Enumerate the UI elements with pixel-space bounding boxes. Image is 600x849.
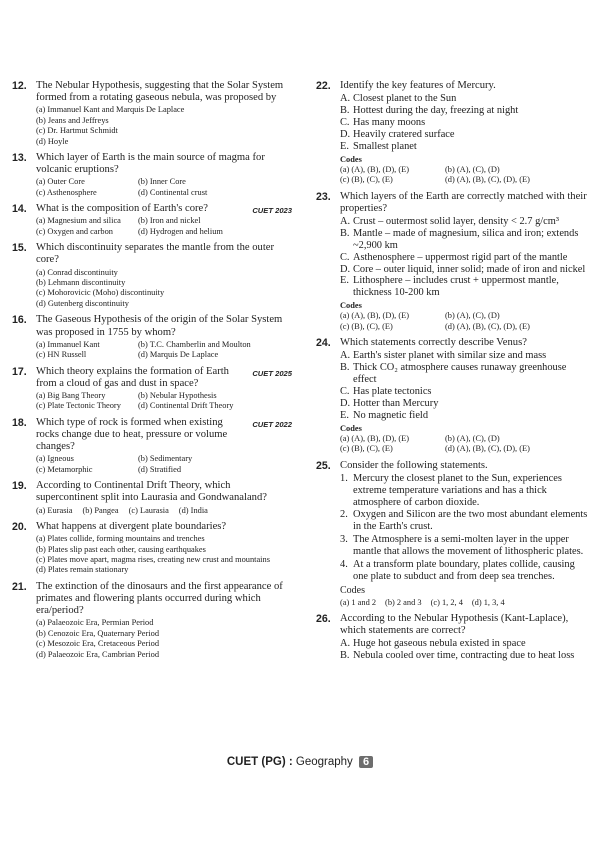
statement-text: Smallest planet: [353, 140, 417, 152]
question-text: The Nebular Hypothesis, suggesting that the Solar System formed from a rotating gaseous nebula, was proposed by: [36, 80, 284, 104]
options: [12, 506, 292, 516]
code-option: (b) (A), (C), (D): [445, 164, 500, 174]
question-23: [316, 191, 588, 333]
statement: [340, 228, 588, 252]
option: (b) Jeans and Jeffreys: [36, 115, 109, 125]
question-18: [12, 417, 292, 475]
option: (a) Conrad discontinuity: [36, 267, 118, 277]
statements: [316, 638, 588, 662]
statement: [340, 216, 588, 228]
option: (c) Dr. Hartmut Schmidt: [36, 126, 118, 136]
option: (a) Magnesium and silica: [36, 216, 121, 226]
option: (b) T.C. Chamberlin and Moulton: [138, 339, 251, 349]
statement: [340, 275, 588, 299]
statement-text: At a transform plate boundary, plates collide, causing one plate to subduct and from deep sea trenches.: [353, 559, 575, 583]
question-stem: [12, 366, 292, 390]
question-stem: [316, 460, 588, 472]
statement-text: No magnetic field: [353, 409, 429, 421]
statement: [340, 650, 588, 662]
options: [12, 105, 292, 147]
statement: [340, 141, 588, 153]
question-text: According to Continental Drift Theory, which supercontinent split into Laurasia and Gondwanaland?: [36, 480, 267, 504]
statement-text: Hotter than Mercury: [353, 397, 439, 409]
options: [12, 534, 292, 576]
option: (a) Plates collide, forming mountains and trenches: [36, 534, 205, 544]
question-26: [316, 613, 588, 662]
question-stem: [12, 581, 292, 618]
option: (c) Laurasia: [128, 505, 169, 515]
question-15: [12, 242, 292, 309]
option: (b) Iron and nickel: [138, 216, 201, 226]
code-options: [316, 597, 588, 608]
codes-heading: Codes: [340, 584, 365, 596]
statement-label: A.: [340, 638, 351, 650]
option: (d) Plates remain stationary: [36, 565, 129, 575]
statement-label: D.: [340, 397, 351, 409]
question-14: [12, 203, 292, 237]
statement: [340, 386, 588, 398]
statement: [340, 129, 588, 141]
option: (b) Pangea: [82, 505, 119, 515]
statement-text: Huge hot gaseous nebula existed in space: [353, 638, 526, 650]
statement: [340, 105, 588, 117]
statement-label: D.: [340, 128, 351, 140]
statement: [340, 264, 588, 276]
statements: [316, 350, 588, 421]
option: (c) Oxygen and carbon: [36, 226, 113, 236]
question-stem: [316, 613, 588, 637]
statement-label: B.: [340, 105, 350, 117]
option: (b) Plates slip past each other, causing earthquakes: [36, 544, 206, 554]
exam-tag: CUET 2025: [252, 368, 292, 378]
numbered-statement: [340, 559, 588, 583]
question-text: Consider the following statements.: [340, 459, 488, 471]
option: (c) Metamorphic: [36, 464, 93, 474]
statement-text: The Atmosphere is a semi-molten layer in the upper mantle that allows the movement of lithospheric plates.: [353, 534, 584, 558]
question-19: [12, 480, 292, 516]
code-option: (a) (A), (B), (D), (E): [340, 311, 410, 321]
statement: [340, 362, 588, 386]
statement-label: C.: [340, 386, 350, 398]
question-16: [12, 314, 292, 360]
options: [12, 618, 292, 660]
question-stem: [12, 203, 292, 215]
statement-label: A.: [340, 350, 351, 362]
statement: [340, 252, 588, 264]
codes-heading: Codes: [340, 301, 362, 311]
question-number: 22.: [316, 80, 331, 92]
option: (d) Continental Drift Theory: [138, 401, 234, 411]
question-text: Which statements correctly describe Venus?: [340, 337, 527, 349]
footer-exam: CUET (PG) :: [226, 756, 293, 768]
code-option: (d) (A), (B), (C), (D), (E): [445, 321, 530, 331]
question-text: Which theory explains the formation of Earth from a cloud of gas and dust in space?: [36, 365, 229, 389]
statement-label: E.: [340, 275, 349, 287]
question-17: [12, 366, 292, 412]
question-text: What happens at divergent plate boundaries?: [36, 520, 227, 532]
statement-label: D.: [340, 263, 351, 275]
statement-text: Thick CO₂ atmosphere causes runaway greenhouse effect: [353, 362, 567, 386]
question-text: Which layer of Earth is the main source of magma for volcanic eruptions?: [36, 152, 265, 176]
code-option: (a) (A), (B), (D), (E): [340, 433, 410, 443]
question-text: The extinction of the dinosaurs and the first appearance of primates and flowering plants occurred during which era/period?: [36, 580, 283, 617]
statements: [316, 93, 588, 153]
question-number: 25.: [316, 459, 331, 472]
code-option: (a) 1 and 2: [340, 597, 377, 607]
statement-label: A.: [340, 215, 351, 227]
statement-text: Crust – outermost solid layer, density < 2.7 g/cm³: [353, 215, 559, 227]
option: (c) HN Russell: [36, 350, 87, 360]
option: (d) Continental crust: [138, 187, 208, 197]
question-number: 17.: [12, 365, 27, 378]
question-number: 13.: [12, 152, 27, 165]
statement-label: E.: [340, 409, 349, 421]
question-stem: [12, 242, 292, 266]
option: (a) Igneous: [36, 454, 74, 464]
statement-label: C.: [340, 251, 350, 263]
statement-label: A.: [340, 93, 351, 105]
option: (b) Sedimentary: [138, 454, 193, 464]
option: (b) Nebular Hypothesis: [138, 390, 217, 400]
question-stem: [12, 80, 292, 104]
option: (b) Lehmann discontinuity: [36, 278, 126, 288]
option: (a) Outer Core: [36, 177, 85, 187]
statement: [340, 117, 588, 129]
question-number: 16.: [12, 314, 27, 327]
option: (a) Palaeozoic Era, Permian Period: [36, 618, 154, 628]
options: [12, 340, 292, 361]
code-options: [316, 311, 588, 332]
question-text: Identify the key features of Mercury.: [340, 80, 496, 91]
statement-number: 3.: [340, 534, 348, 546]
options: [12, 268, 292, 310]
question-stem: [316, 191, 588, 215]
option: (d) Gutenberg discontinuity: [36, 298, 129, 308]
exam-tag: CUET 2022: [252, 419, 292, 429]
question-25: [316, 460, 588, 608]
statement: [340, 350, 588, 362]
option: (a) Eurasia: [36, 505, 73, 515]
option: (a) Big Bang Theory: [36, 390, 106, 400]
code-option: (c) 1, 2, 4: [430, 597, 463, 607]
statement-text: Asthenosphere – uppermost rigid part of the mantle: [353, 251, 568, 263]
question-number: 26.: [316, 612, 331, 625]
question-text: According to the Nebular Hypothesis (Kant-Laplace), which statements are correct?: [340, 612, 569, 637]
option: (d) Hydrogen and helium: [138, 226, 223, 236]
code-option: (a) (A), (B), (D), (E): [340, 164, 410, 174]
question-20: [12, 521, 292, 576]
numbered-statement: [340, 473, 588, 509]
numbered-statement: [340, 509, 588, 533]
right-column: [316, 80, 588, 667]
code-option: (b) (A), (C), (D): [445, 311, 500, 321]
question-number: 23.: [316, 190, 331, 203]
statement: [340, 93, 588, 105]
statement-text: Core – outer liquid, inner solid; made of iron and nickel: [353, 263, 586, 275]
statement-text: Lithosphere – includes crust + uppermost mantle, thickness 10-200 km: [353, 275, 559, 299]
statement-text: Mantle – made of magnesium, silica and iron; extends ~2,900 km: [353, 227, 579, 251]
statement-number: 2.: [340, 509, 348, 521]
statements: [316, 216, 588, 299]
option: (d) India: [178, 505, 208, 515]
statement: [340, 410, 588, 422]
option: (c) Plates move apart, magma rises, creating new crust and mountains: [36, 554, 270, 564]
code-option: (c) (B), (C), (E): [340, 321, 393, 331]
options: [12, 177, 292, 198]
option: (c) Mohorovicic (Moho) discontinuity: [36, 288, 165, 298]
question-stem: [12, 521, 292, 533]
question-stem: [12, 314, 292, 338]
option: (b) Cenozoic Era, Quaternary Period: [36, 628, 160, 638]
question-number: 24.: [316, 337, 331, 350]
question-stem: [316, 337, 588, 349]
question-12: [12, 80, 292, 147]
options: [12, 454, 292, 475]
statement: [340, 398, 588, 410]
statement-text: Earth's sister planet with similar size and mass: [353, 350, 547, 362]
question-number: 21.: [12, 580, 27, 593]
statement-label: E.: [340, 140, 349, 152]
question-text: Which layers of the Earth are correctly matched with their properties?: [340, 190, 587, 214]
question-24: [316, 337, 588, 454]
question-text: The Gaseous Hypothesis of the origin of the Solar System was proposed in 1755 by whom?: [36, 314, 283, 338]
question-13: [12, 152, 292, 198]
question-number: 18.: [12, 416, 27, 429]
option: (c) Mesozoic Era, Cretaceous Period: [36, 639, 160, 649]
question-text: What is the composition of Earth's core?: [36, 203, 208, 215]
question-21: [12, 581, 292, 660]
options: [12, 391, 292, 412]
numbered-statement: [340, 534, 588, 558]
statement-text: Hottest during the day, freezing at night: [353, 105, 519, 117]
code-options: [316, 434, 588, 455]
statement-text: Has many moons: [353, 117, 426, 129]
code-option: (b) 2 and 3: [385, 597, 422, 607]
code-option: (b) (A), (C), (D): [445, 433, 500, 443]
statement-label: B.: [340, 362, 350, 374]
code-option: (c) (B), (C), (E): [340, 175, 393, 185]
question-text: Which discontinuity separates the mantle from the outer core?: [36, 242, 274, 266]
code-option: (d) (A), (B), (C), (D), (E): [445, 175, 530, 185]
option: (a) Immanuel Kant and Marquis De Laplace: [36, 105, 185, 115]
question-number: 14.: [12, 203, 27, 216]
option: (c) Plate Tectonic Theory: [36, 401, 121, 411]
statement: [340, 638, 588, 650]
question-number: 19.: [12, 480, 27, 493]
statement-text: Nebula cooled over time, contracting due to heat loss: [353, 650, 575, 662]
code-option: (d) (A), (B), (C), (D), (E): [445, 444, 530, 454]
option: (d) Stratified: [138, 464, 182, 474]
option: (a) Immanuel Kant: [36, 339, 100, 349]
question-stem: [12, 480, 292, 504]
option: (b) Inner Core: [138, 177, 186, 187]
page-footer: [0, 756, 600, 768]
option: (d) Hoyle: [36, 136, 69, 146]
statement-label: B.: [340, 227, 350, 239]
statement-text: Closest planet to the Sun: [353, 93, 457, 105]
options: [12, 216, 246, 237]
page-number: 6: [359, 756, 373, 768]
left-column: [12, 80, 292, 665]
statement-label: C.: [340, 117, 350, 129]
question-stem: [12, 152, 292, 176]
option: (d) Palaeozoic Era, Cambrian Period: [36, 649, 160, 659]
codes-heading: Codes: [340, 423, 362, 433]
code-option: (c) (B), (C), (E): [340, 444, 393, 454]
statement-text: Oxygen and Silicon are the two most abundant elements in the Earth's crust.: [353, 509, 588, 533]
question-stem: [316, 80, 588, 92]
question-number: 20.: [12, 520, 27, 533]
statement-number: 1.: [340, 472, 348, 484]
question-number: 12.: [12, 80, 27, 92]
footer-subject: Geography: [295, 756, 353, 768]
code-options: [316, 165, 588, 186]
numbered-statements: [316, 473, 588, 583]
option: (c) Asthenosphere: [36, 187, 97, 197]
codes-heading: Codes: [340, 154, 362, 164]
question-stem: [12, 417, 292, 454]
question-text: Which type of rock is formed when existing rocks change due to heat, pressure or volume changes?: [36, 416, 228, 453]
option: (d) Marquis De Laplace: [138, 350, 219, 360]
exam-tag: CUET 2023: [252, 206, 292, 216]
question-22: [316, 80, 588, 186]
statement-text: Heavily cratered surface: [353, 128, 455, 140]
statement-text: Mercury the closest planet to the Sun, experiences extreme temperature variations and has a thick atmosphere of carbon dioxide.: [353, 472, 562, 508]
question-number: 15.: [12, 242, 27, 255]
code-option: (d) 1, 3, 4: [471, 597, 505, 607]
statement-label: B.: [340, 650, 350, 662]
statement-number: 4.: [340, 559, 348, 571]
statement-text: Has plate tectonics: [353, 386, 432, 398]
